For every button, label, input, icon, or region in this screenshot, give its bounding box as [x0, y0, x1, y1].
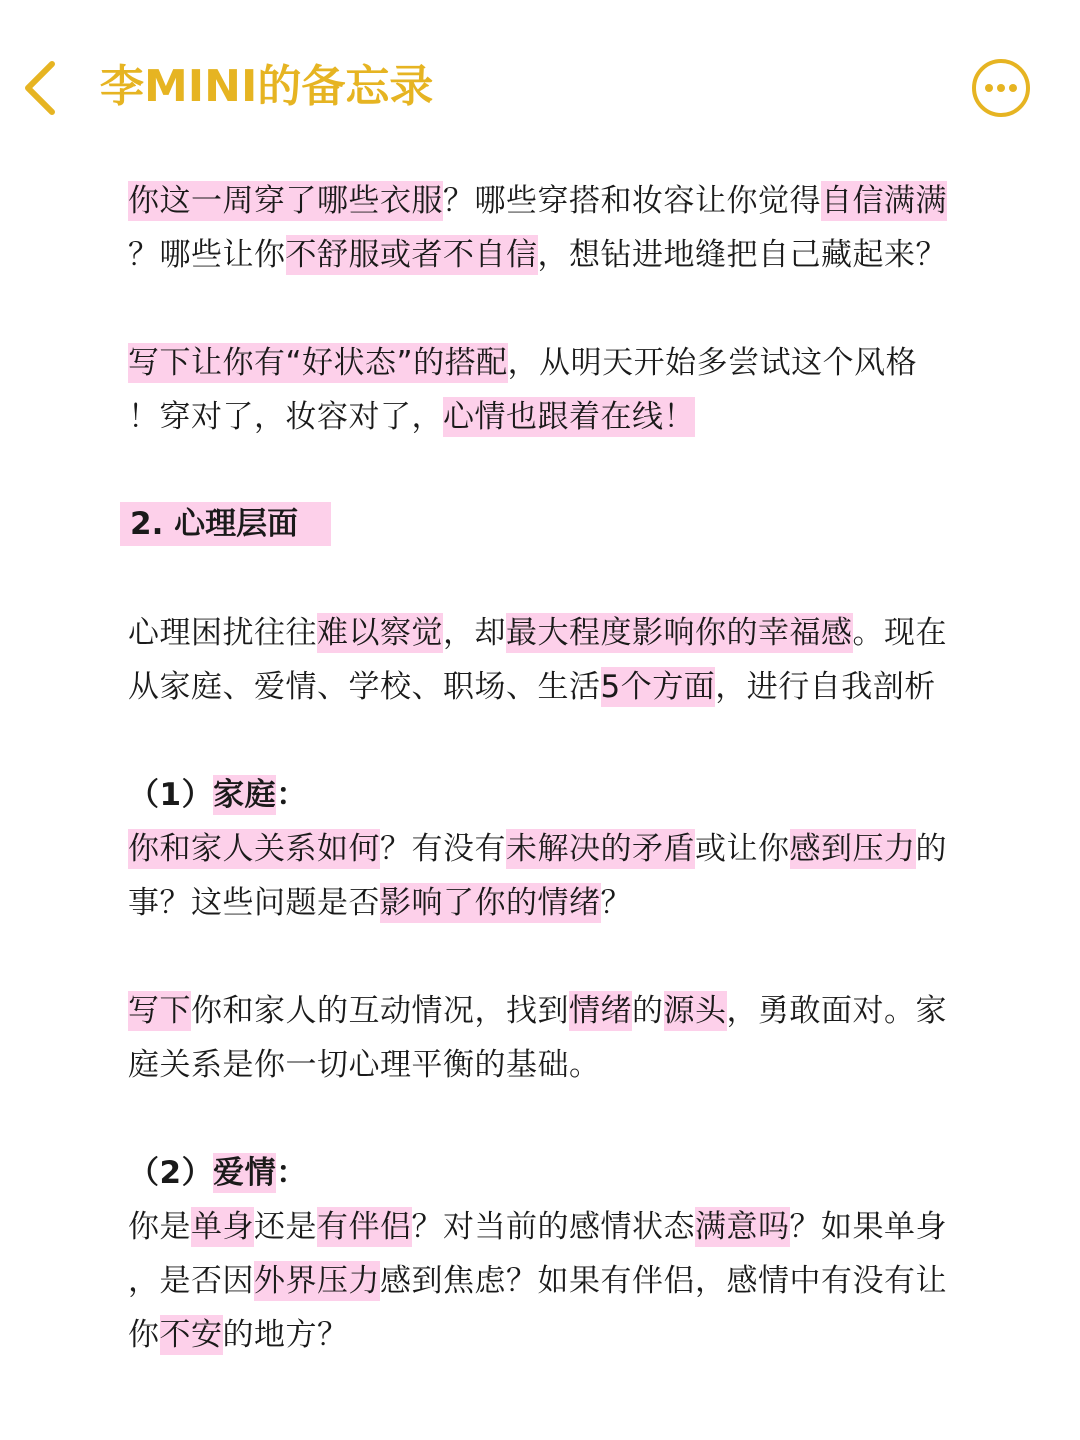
text-line [128, 664, 936, 710]
plain-text: 庭关系是你一切心理平衡的基础。 [128, 1047, 601, 1083]
plain-text: ，勇敢面对。家 [726, 993, 947, 1029]
highlighted-text: 有伴侣 [317, 1209, 412, 1245]
text-line [128, 988, 947, 1034]
plain-text: ？有没有 [380, 831, 506, 867]
plain-text: ，进行自我剖析 [715, 669, 936, 705]
text-line [128, 1042, 601, 1088]
plain-text: 从家庭、爱情、学校、职场、生活 [128, 669, 601, 705]
plain-text: 的地方？ [222, 1317, 349, 1353]
plain-text: ？如果单身 [789, 1209, 947, 1245]
plain-text: （2） [128, 1155, 214, 1191]
highlighted-text: 源头 [663, 993, 727, 1029]
plain-text: ，却 [443, 615, 506, 651]
highlighted-text: 你这一周穿了哪些衣服 [128, 183, 443, 219]
subheading-line [128, 772, 308, 818]
highlighted-text: 不舒服或者不自信 [285, 237, 538, 273]
plain-text: 或让你 [695, 831, 790, 867]
highlighted-text: 自信满满 [821, 183, 947, 219]
text-line [128, 826, 947, 872]
plain-text: ： [276, 1155, 308, 1191]
text-line [128, 880, 632, 926]
text-line [128, 178, 947, 224]
text-line [128, 1258, 947, 1304]
highlighted-text: 爱情 [213, 1155, 277, 1191]
plain-text: 事？这些问题是否 [128, 885, 380, 921]
text-line [128, 394, 695, 440]
highlighted-text: 写下 [128, 993, 191, 1029]
highlighted-text: 家庭 [213, 777, 277, 813]
highlighted-text: 5个方面 [600, 669, 716, 705]
page-title: 李MINI的备忘录 [100, 61, 434, 112]
plain-text: 的 [632, 993, 664, 1029]
plain-text: 你 [128, 1317, 160, 1353]
highlighted-text: 感到压力 [789, 831, 916, 867]
highlighted-text: 外界压力 [254, 1263, 380, 1299]
highlighted-text: 最大程度影响你的幸福感 [506, 615, 853, 651]
text-line [128, 610, 947, 656]
subheading-line [128, 1150, 308, 1196]
text-line [128, 340, 917, 386]
plain-text: ！穿对了，妆容对了， [128, 399, 443, 435]
highlighted-text: 满意吗 [695, 1209, 790, 1245]
plain-text: ： [276, 777, 308, 813]
plain-text: 感到焦虑？如果有伴侣，感情中有没有让 [380, 1263, 947, 1299]
plain-text: ？对当前的感情状态 [411, 1209, 695, 1245]
plain-text: ？ [600, 885, 632, 921]
highlighted-text: 单身 [191, 1209, 254, 1245]
plain-text: 心理困扰往往 [128, 615, 317, 651]
text-line [128, 232, 947, 278]
plain-text: ？哪些让你 [128, 237, 286, 273]
plain-text: 你和家人的互动情况，找到 [191, 993, 569, 1029]
highlighted-text: 心情也跟着在线！ [443, 399, 695, 435]
text-line [128, 1312, 349, 1358]
plain-text: 你是 [128, 1209, 191, 1245]
plain-text: （1） [128, 777, 214, 813]
highlighted-text: 影响了你的情绪 [380, 885, 601, 921]
plain-text: 还是 [254, 1209, 317, 1245]
section-heading: 2. 心理层面 [130, 506, 299, 542]
highlighted-text: 你和家人关系如何 [128, 831, 380, 867]
text-line [128, 1204, 947, 1250]
plain-text: ，想钻进地缝把自己藏起来？ [537, 237, 947, 273]
plain-text: 。现在 [852, 615, 947, 651]
highlighted-text: 情绪 [569, 993, 632, 1029]
highlighted-text: 不安 [159, 1317, 223, 1353]
highlighted-text: 写下让你有“好状态”的搭配 [128, 345, 508, 381]
highlighted-text: 难以察觉 [317, 615, 443, 651]
plain-text: 的 [915, 831, 947, 867]
plain-text: ，是否因 [128, 1263, 254, 1299]
highlighted-text: 未解决的矛盾 [506, 831, 695, 867]
plain-text: ，从明天开始多尝试这个风格 [507, 345, 918, 381]
plain-text: ？哪些穿搭和妆容让你觉得 [443, 183, 821, 219]
